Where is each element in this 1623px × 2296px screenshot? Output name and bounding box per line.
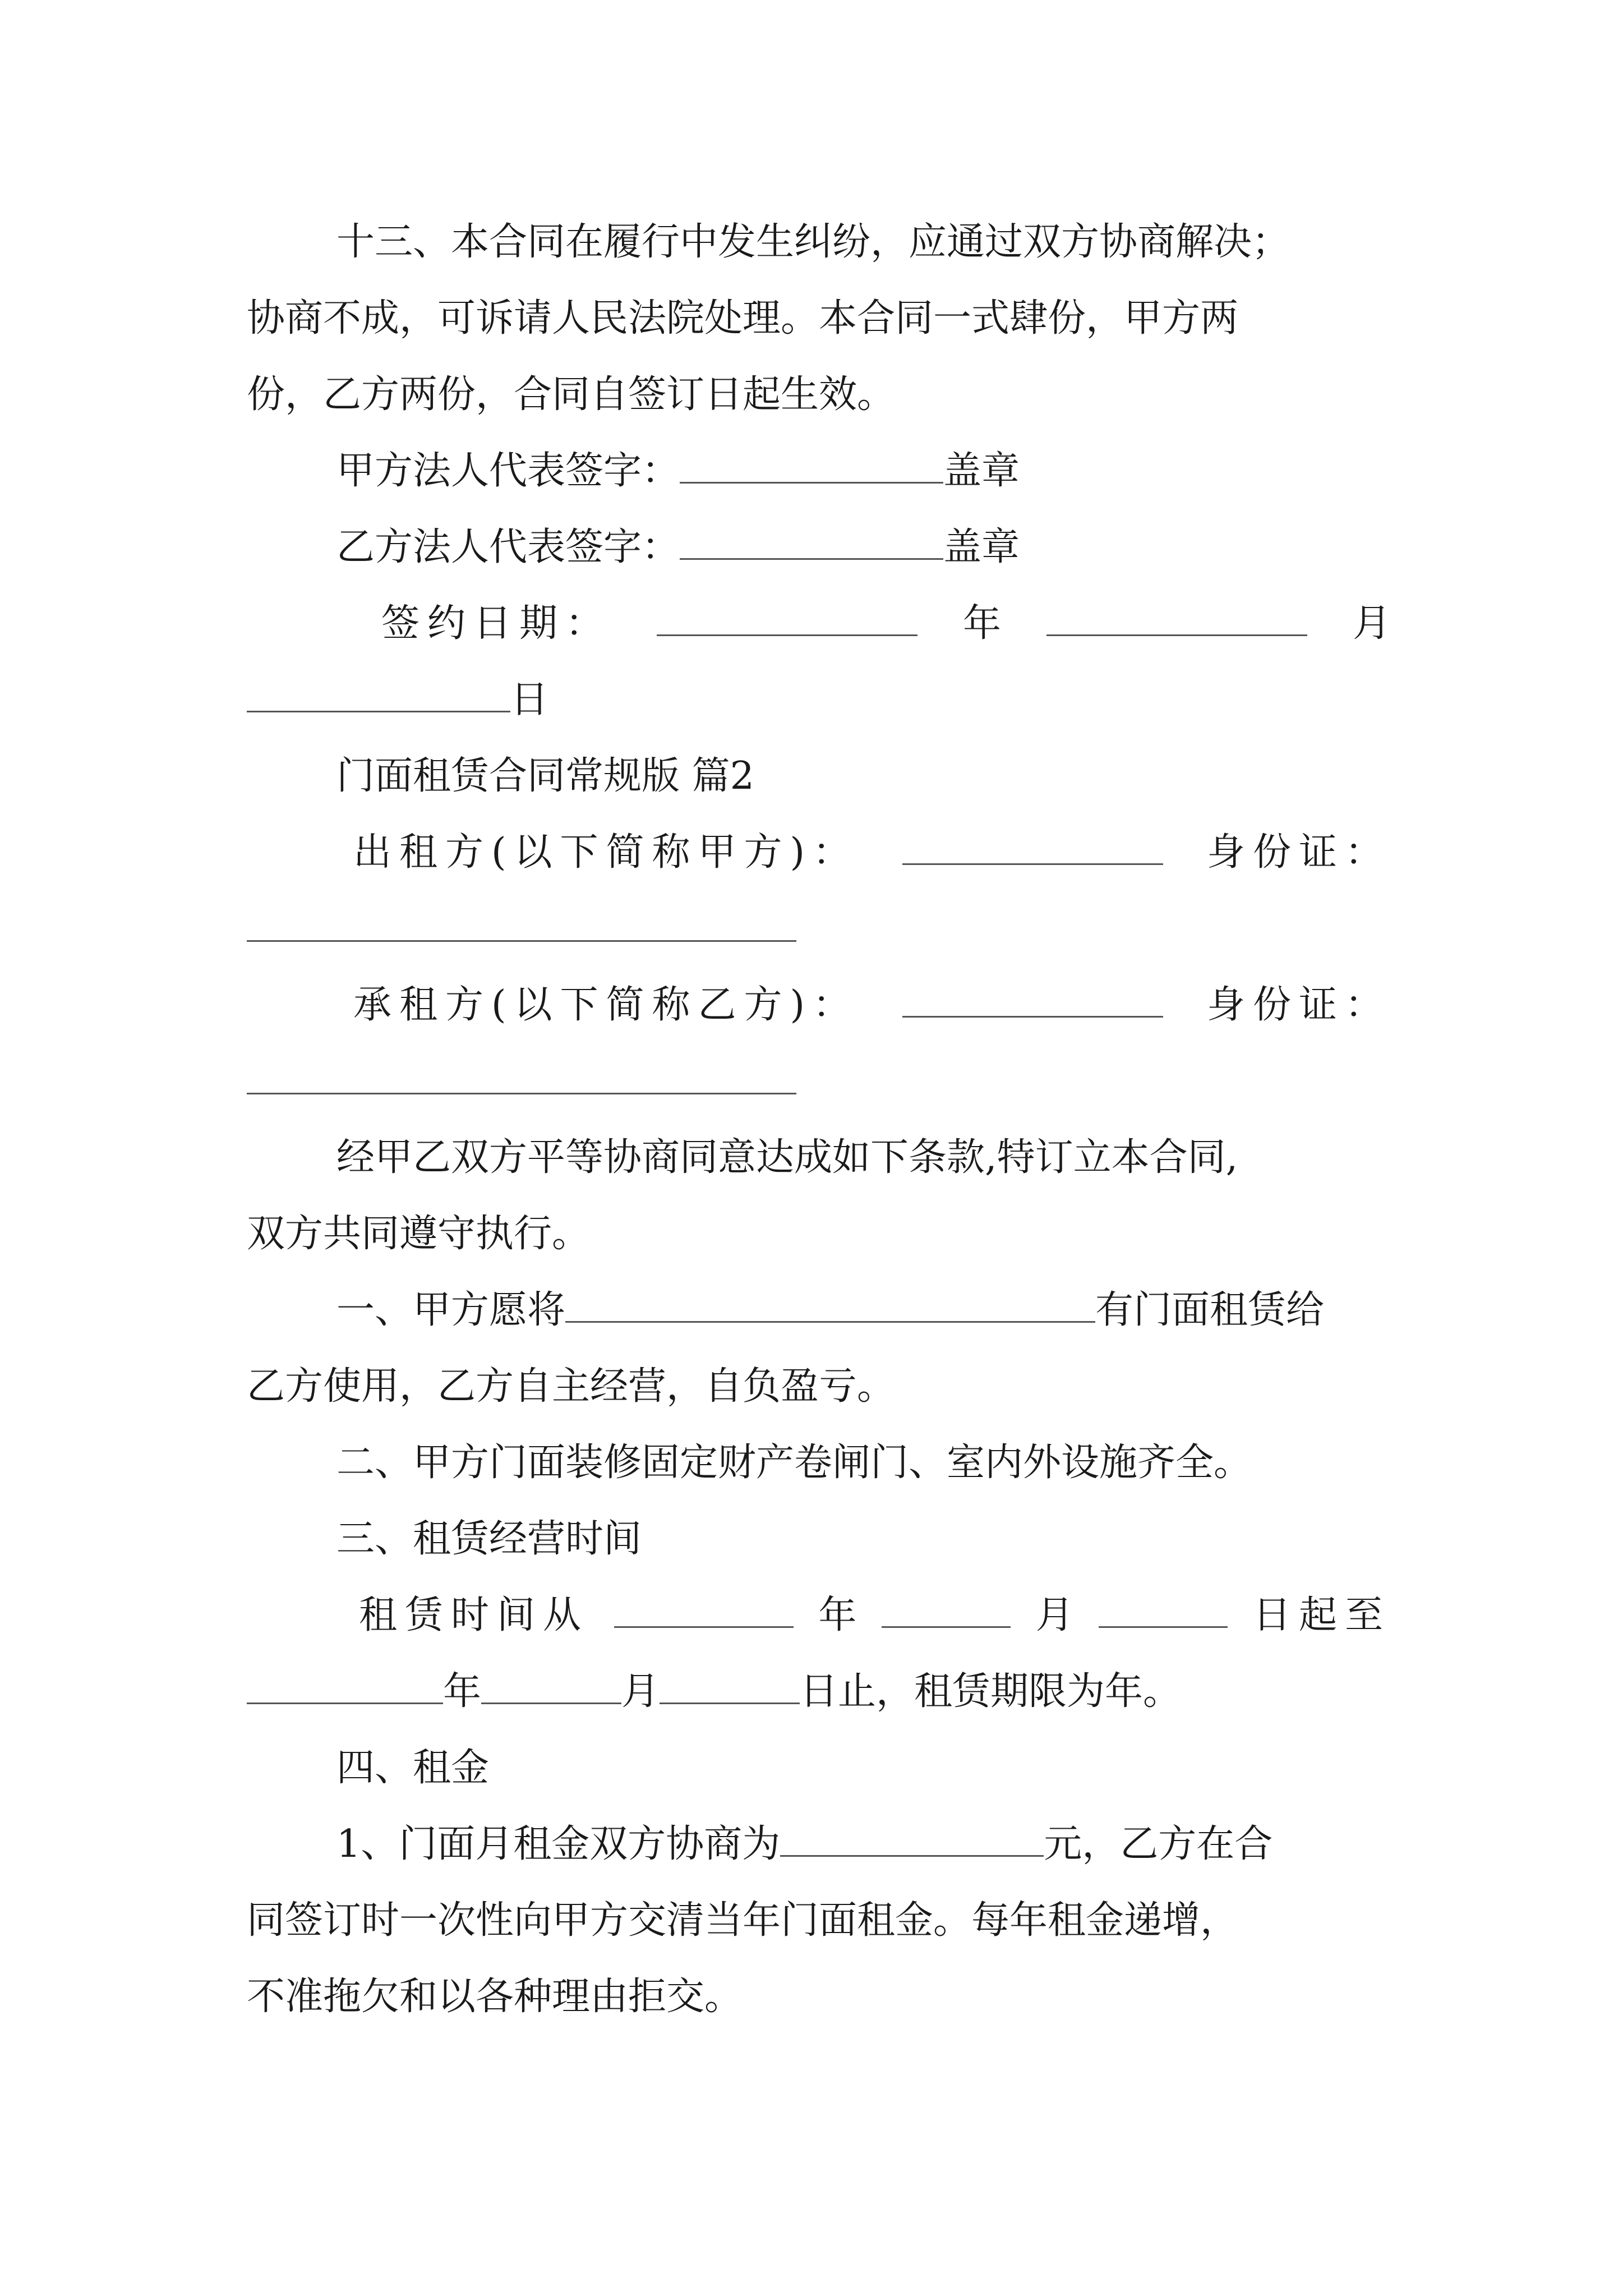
paragraph-13-line-3: 份，乙方两份，合同自签订日起生效。 — [247, 372, 896, 417]
party-a-signature-blank[interactable] — [680, 443, 943, 484]
party-b-signature-line — [247, 514, 1481, 581]
lessor-id-label: 身份证： — [1206, 830, 1391, 875]
lease-term-line-2: 年 月 日止，租赁期限为年。 — [247, 1658, 1391, 1726]
start-month-blank[interactable] — [882, 1587, 1011, 1628]
intro-line-2: 双方共同遵守执行。 — [247, 1212, 591, 1256]
clause-4-heading: 四、租金 — [336, 1746, 490, 1790]
rent-line-2: 同签订时一次性向甲方交清当年门面租金。每年租金递增， — [247, 1898, 1239, 1943]
party-b-signature-label: 乙方法人代表签字： — [336, 525, 680, 569]
end-year-blank[interactable] — [247, 1663, 443, 1704]
start-year-blank[interactable] — [614, 1587, 794, 1628]
lessor-label: 出租方(以下简称甲方)： — [353, 830, 859, 875]
premises-blank[interactable] — [565, 1282, 1095, 1323]
lessee-label: 承租方(以下简称乙方)： — [353, 983, 859, 1027]
lessor-id-blank-line — [247, 895, 796, 963]
clause-1-line-2: 乙方使用，乙方自主经营，自负盈亏。 — [247, 1364, 896, 1409]
lease-term-line-1: 租赁时间从 年 月 日起至 — [247, 1582, 1391, 1649]
year-blank[interactable] — [657, 595, 917, 636]
lessor-line — [247, 819, 1391, 886]
clause-2: 二、甲方门面装修固定财产卷闸门、室内外设施齐全。 — [336, 1441, 1252, 1485]
month-blank[interactable] — [1046, 595, 1307, 636]
lessee-name-blank[interactable] — [902, 977, 1163, 1018]
lessee-id-blank-line — [247, 1048, 796, 1115]
clause-1-line-1: 一、甲方愿将 有门面租赁给 — [247, 1277, 1481, 1344]
start-day-blank[interactable] — [1099, 1587, 1228, 1628]
signing-date-label: 签约日期： — [381, 601, 612, 646]
seal-label: 盖章 — [943, 525, 1020, 569]
monthly-rent-blank[interactable] — [780, 1816, 1044, 1857]
intro-line-1: 经甲乙双方平等协商同意达成如下条款,特订立本合同, — [336, 1135, 1238, 1180]
signing-date-line: 签约日期： 年 月 — [247, 590, 1391, 657]
end-day-blank[interactable] — [660, 1663, 800, 1704]
party-a-signature-line — [247, 438, 1481, 505]
paragraph-13-line-1: 十三、本合同在履行中发生纠纷，应通过双方协商解决； — [336, 220, 1290, 264]
rent-line-1: 1、门面月租金双方协商为 元，乙方在合 — [247, 1811, 1481, 1878]
lessor-name-blank[interactable] — [902, 824, 1163, 865]
party-a-signature-label: 甲方法人代表签字： — [336, 449, 680, 493]
lessee-id-label: 身份证： — [1206, 983, 1391, 1027]
end-month-blank[interactable] — [481, 1663, 621, 1704]
paragraph-13-line-2: 协商不成，可诉请人民法院处理。本合同一式肆份，甲方两 — [247, 296, 1239, 341]
day-blank[interactable] — [247, 671, 510, 712]
lessee-line — [247, 972, 1391, 1039]
section-title: 门面租赁合同常规版 篇2 — [336, 754, 754, 798]
party-b-signature-blank[interactable] — [680, 519, 943, 560]
rent-line-3: 不准拖欠和以各种理由拒交。 — [247, 1975, 743, 2019]
signing-day-line: 日 — [247, 666, 1391, 734]
clause-3-heading: 三、租赁经营时间 — [336, 1517, 642, 1561]
seal-label: 盖章 — [943, 449, 1020, 493]
lessor-id-blank[interactable] — [247, 895, 796, 942]
lessee-id-blank[interactable] — [247, 1048, 796, 1094]
